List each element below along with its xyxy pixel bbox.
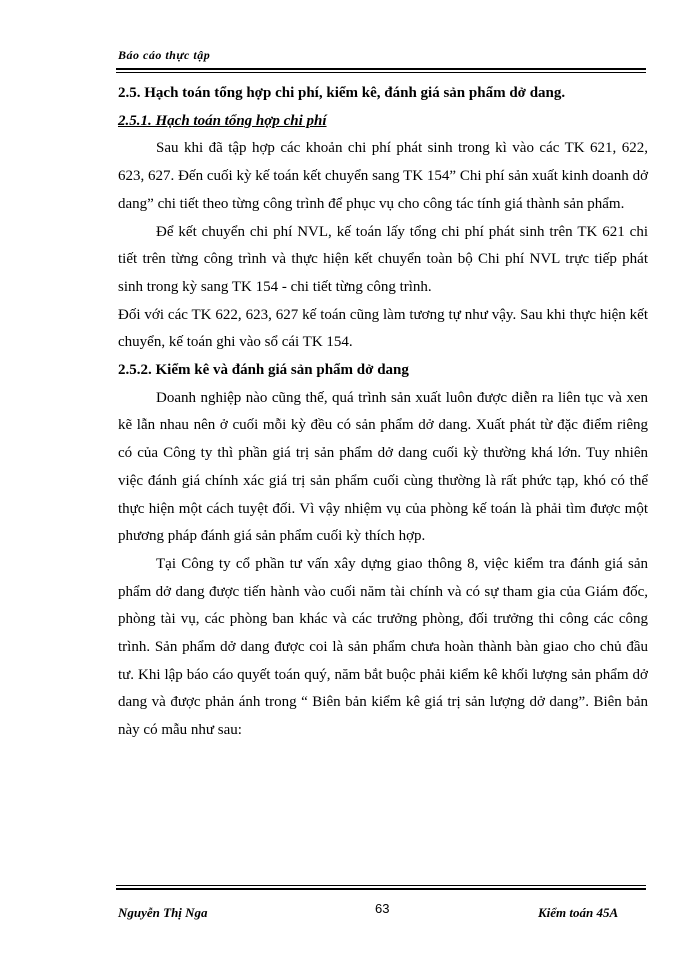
paragraph-4: Doanh nghiệp nào cũng thế, quá trình sản xuất luôn được diễn ra liên tục và xen kẽ lẫn nhau nên ở cuối mỗi kỳ đều có sản phẩm dở dang. Xuất phát từ đặc điểm riêng có của Công ty thì phần giá trị sản phẩm dở dang cuối kỳ thường khá lớn. Tuy nhiên việc đánh giá chính xác giá trị sản phẩm cuối cùng thường là rất phức tạp, khó có thể thực hiện một cách tuyệt đối. Vì vậy nhiệm vụ của phòng kế toán là phải tìm được một phương pháp đánh giá sản phẩm cuối kỳ thích hợp.	[118, 389, 648, 545]
document-body	[118, 80, 648, 745]
header-rule-thin	[116, 72, 646, 73]
header-rule-thick	[116, 68, 646, 70]
footer-page-number: 63	[375, 901, 390, 916]
footer-author: Nguyễn Thị Nga	[118, 905, 208, 920]
footer-class-name: Kiểm toán 45A	[538, 905, 619, 920]
footer-rule-thin	[116, 885, 646, 886]
header-title: Báo cáo thực tập	[118, 48, 211, 62]
footer-rule-thick	[116, 888, 646, 890]
paragraph-5: Tại Công ty cổ phần tư vấn xây dựng giao thông 8, việc kiểm tra đánh giá sản phẩm dở dang được tiến hành vào cuối năm tài chính và có sự tham gia của Giám đốc, phòng tài vụ, các phòng ban khác và các trưởng phòng, đối trưởng thi công các công trình. Sản phẩm dở dang được coi là sản phẩm chưa hoàn thành bàn giao cho chủ đầu tư. Khi lập báo cáo quyết toán quý, năm bắt buộc phải kiểm kê khối lượng sản phẩm dở dang và được phản ánh trong “ Biên bản kiểm kê giá trị sản lượng dở dang”. Biên bản này có mẫu như sau:	[118, 555, 648, 739]
section-heading-2-5: 2.5. Hạch toán tổng hợp chi phí, kiểm kê, đánh giá sản phẩm dở dang.	[118, 85, 566, 101]
paragraph-2: Để kết chuyển chi phí NVL, kế toán lấy tổng chi phí phát sinh trên TK 621 chi tiết trên từng công trình và thực hiện kết chuyển toàn bộ Chi phí NVL trực tiếp phát sinh trong kỳ sang TK 154 - chi tiết từng công trình.	[118, 223, 648, 295]
section-heading-2-5-2: 2.5.2. Kiểm kê và đánh giá sản phẩm dở dang	[118, 362, 409, 379]
paragraph-3: Đối với các TK 622, 623, 627 kế toán cũng làm tương tự như vậy. Sau khi thực hiện kết chuyển, kế toán ghi vào sổ cái TK 154.	[118, 306, 648, 351]
paragraph-1: Sau khi đã tập hợp các khoản chi phí phát sinh trong kì vào các TK 621, 622, 623, 627. Đến cuối kỳ kế toán kết chuyển sang TK 154” Chi phí sản xuất kinh doanh dở dang” chi tiết theo từng công trình để phục vụ cho công tác tính giá thành sản phẩm.	[118, 140, 648, 212]
section-heading-2-5-1: 2.5.1. Hạch toán tổng hợp chi phí	[118, 112, 327, 129]
